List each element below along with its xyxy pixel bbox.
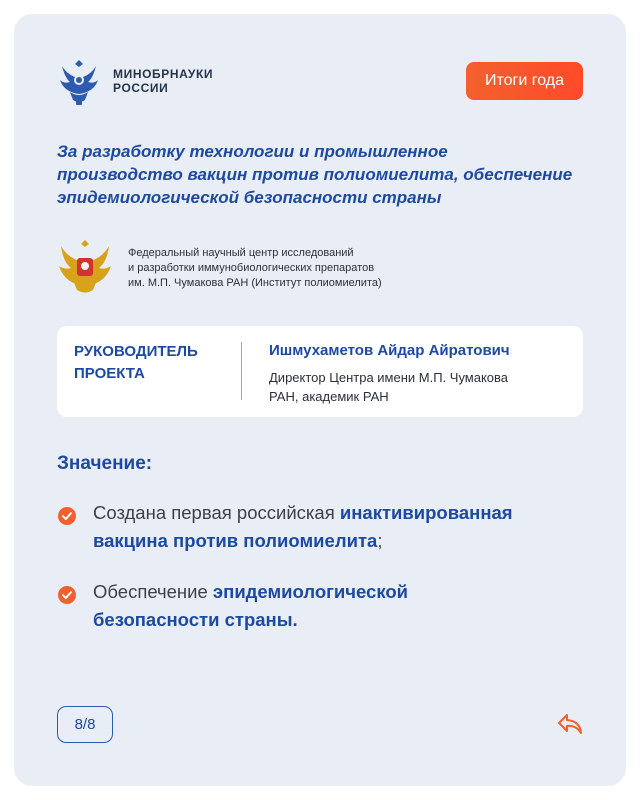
share-arrow-icon[interactable] [557,712,583,736]
list-item-text: Обеспечение эпидемиологической безопасности страны. [93,581,409,630]
leader-label: РУКОВОДИТЕЛЬ ПРОЕКТА [74,343,198,382]
leader-name: Ишмухаметов Айдар Айратович [269,342,510,359]
state-emblem-icon [57,236,113,298]
project-leader-card [57,326,583,417]
year-results-badge[interactable]: Итоги года [466,62,583,100]
institution-name: Федеральный научный центр исследований и разработки иммунобиологических препаратов им. М.П. Чумакова РАН (Институт полиомиелита) [128,247,382,289]
award-headline: За разработку технологии и промышленное производство вакцин против полиомиелита, обеспечение эпидемиологической безопасности страны [57,142,573,207]
page-counter: 8/8 [57,706,113,743]
check-circle-icon [58,507,76,525]
divider [241,342,242,400]
list-item-text: Создана первая российская инактивированная вакцина против полиомиелита; [93,502,513,551]
meaning-title: Значение: [57,453,153,474]
ministry-name: МИНОБРНАУКИ РОССИИ [113,67,214,95]
check-circle-icon [58,586,76,604]
ministry-emblem-icon [56,58,102,106]
leader-role: Директор Центра имени М.П. Чумакова РАН, академик РАН [269,370,509,404]
